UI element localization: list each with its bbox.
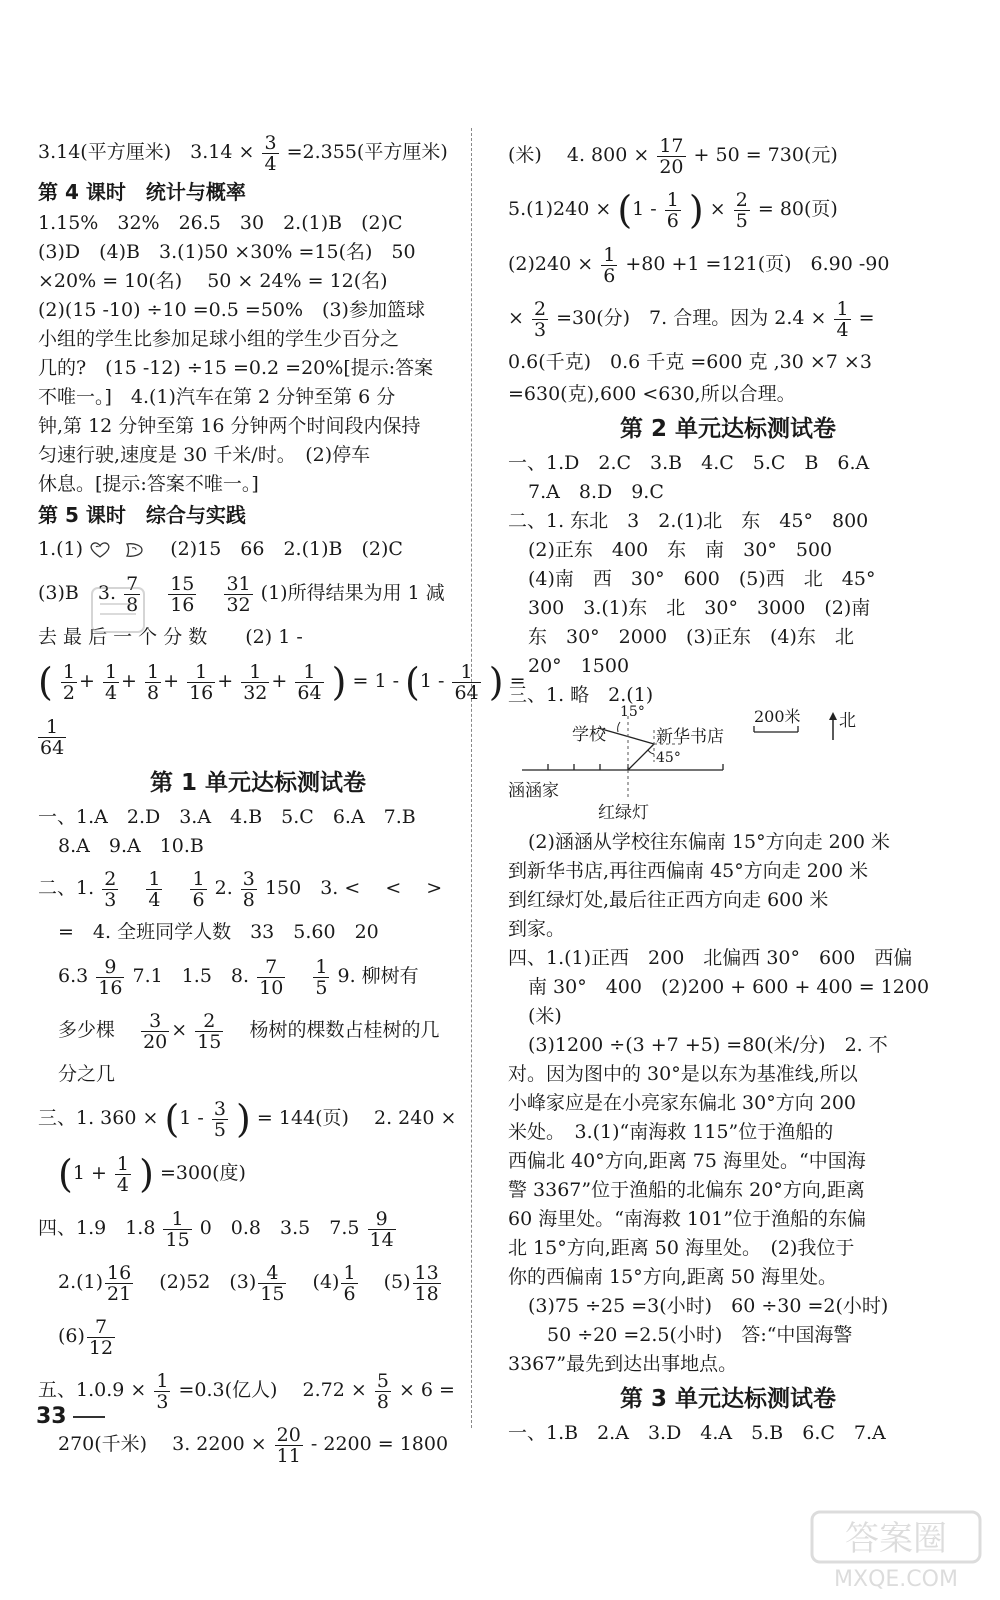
fraction: $\frac{1}{15}$: [165, 1207, 190, 1251]
section-heading-unit3: 第 3 单元达标测试卷: [619, 1386, 837, 1412]
text-line: 0.6(千克) 0.6 千克 =600 克 ,30 ×7 ×3: [508, 351, 872, 373]
fraction: $\frac{1}{32}$: [243, 660, 268, 704]
route-bookstore-light: [628, 744, 654, 770]
fraction: $\frac{9}{14}$: [369, 1207, 394, 1251]
text-line: (2)正东 400 东 南 30° 500: [528, 539, 833, 561]
fraction: $\frac{7}{8}$: [126, 572, 139, 616]
text-line: 四、1.9 1.8 $\frac{1}{15}$ 0 0.8 3.5 7.5 $\frac{9}{14}$: [38, 1207, 394, 1251]
section-heading-lesson4: 第 4 课时 统计与概率: [38, 180, 246, 204]
text-line: 1.15% 32% 26.5 30 2.(1)B (2)C: [38, 212, 403, 234]
text-line: 一、1.A 2.D 3.A 4.B 5.C 6.A 7.B: [38, 806, 416, 828]
fraction: $\frac{3}{5}$: [213, 1097, 226, 1141]
fraction: $\frac{7}{12}$: [88, 1315, 114, 1359]
text-line: 对。因为图中的 30°是以东为基准线,所以: [508, 1063, 858, 1085]
heart-icon: [89, 541, 111, 559]
text-line: ( $\frac{1}{2}$ + $\frac{1}{4}$ + $\frac{1}{8}$ + $\frac{1}{16}$ + $\frac{1}{32}$ + $\frac{1}{64}$ ) = 1 - (1 - $\frac{1}{64}$ ) =: [38, 660, 526, 704]
label-angle-45: 45°: [656, 750, 681, 766]
text-line: 60 海里处。“南海救 101”位于渔船的东偏: [508, 1208, 866, 1230]
fraction: $\frac{5}{8}$: [376, 1369, 389, 1413]
text-line: 二、1. 东北 3 2.(1)北 东 45° 800: [508, 510, 869, 532]
text-line: 三、1. 略 2.(1): [508, 684, 654, 706]
fraction: $\frac{2}{5}$: [735, 188, 748, 232]
fraction: $\frac{31}{32}$: [226, 572, 251, 616]
text-line: 50 ÷20 =2.5(小时) 答:“中国海警: [528, 1324, 853, 1346]
text-line: × $\frac{2}{3}$ =30(分) 7. 合理。因为 2.4 × $\frac{1}{4}$ =: [508, 297, 875, 341]
fraction: $\frac{1}{64}$: [454, 660, 479, 704]
fraction: $\frac{15}{16}$: [170, 572, 195, 616]
fraction: $\frac{9}{16}$: [98, 955, 123, 999]
text-line: (4)南 西 30° 600 (5)西 北 45°: [528, 568, 876, 590]
text-line: 多少棵 $\frac{3}{20}$ × $\frac{2}{15}$ 杨树的棵数占桂树的几: [58, 1009, 440, 1053]
watermark-logo: [808, 1506, 984, 1592]
label-north: 北: [839, 711, 856, 731]
fraction: $\frac{1}{4}$: [836, 297, 849, 341]
route-map: [508, 704, 948, 823]
text-line: 二、1. $\frac{2}{3}$ $\frac{1}{4}$ $\frac{1}{6}$ 2. $\frac{3}{8}$ 150 3. < < >: [38, 867, 443, 911]
fraction: $\frac{2}{3}$: [533, 297, 547, 341]
text-line: 270(千米) 3. 2200 × $\frac{20}{11}$ - 2200 = 1800: [58, 1423, 449, 1467]
text-line: [38, 709, 478, 763]
heart-tilted-icon: [123, 541, 145, 559]
text-line: (3)75 ÷25 =3(小时) 60 ÷30 =2(小时): [528, 1295, 889, 1317]
section-heading-unit1: 第 1 单元达标测试卷: [149, 770, 367, 796]
text-line: 8.A 9.A 10.B: [58, 835, 204, 857]
label-scale: 200米: [754, 707, 801, 726]
text-line: 不唯一。] 4.(1)汽车在第 2 分钟至第 6 分: [38, 386, 396, 408]
label-home: 涵涵家: [508, 781, 559, 801]
text-line: 四、1.(1)正西 200 北偏西 30° 600 西偏: [508, 947, 913, 969]
text-line: (3)D (4)B 3.(1)50 ×30% =15(名) 50: [38, 241, 416, 263]
text-line: ×20% = 10(名) 50 × 24% = 12(名): [38, 270, 388, 292]
text-line: 小峰家应是在小亮家东偏北 30°方向 200: [508, 1092, 857, 1114]
text-line: 钟,第 12 分钟至第 16 分钟两个时间段内保持: [38, 415, 421, 437]
fraction: $\frac{2}{3}$: [104, 867, 117, 911]
text-line: 到红绿灯处,最后往正西方向走 600 米: [508, 889, 829, 911]
label-angle-15: 15°: [620, 704, 645, 720]
text-line: 2.(1) $\frac{16}{21}$ (2)52 (3) $\frac{4}{15}$ (4) $\frac{1}{6}$ (5) $\frac{13}{18}$: [58, 1261, 439, 1305]
text-line: 北 15°方向,距离 50 海里处。 (2)我位于: [508, 1237, 855, 1259]
page-number: 33: [36, 1404, 105, 1429]
text-line: 匀速行驶,速度是 30 千米/时。 (2)停车: [38, 444, 371, 466]
text-line: (6) $\frac{7}{12}$: [58, 1315, 114, 1359]
text-line: 1.(1) (2)15 66 2.(1)B (2)C: [38, 538, 403, 560]
fraction: $\frac{17}{20}$: [659, 134, 684, 178]
label-bookstore: 新华书店: [656, 727, 724, 747]
text-line: 警 3367”位于渔船的北偏东 20°方向,距离: [508, 1179, 865, 1201]
fraction: $\frac{1}{64}$: [40, 715, 65, 759]
text-line: 南 30° 400 (2)200 + 600 + 400 = 1200: [528, 976, 930, 998]
fraction: $\frac{1}{3}$: [156, 1369, 169, 1413]
text-line: = 4. 全班同学人数 33 5.60 20: [58, 921, 379, 943]
fraction: $\frac{1}{6}$: [192, 867, 205, 911]
fraction: $\frac{3}{8}$: [242, 867, 255, 911]
text-line: 到家。: [508, 918, 566, 940]
label-school: 学校: [572, 725, 606, 745]
svg-text:MXQE.COM: MXQE.COM: [834, 1567, 958, 1592]
fraction: $\frac{3}{4}$: [264, 131, 277, 175]
fraction: $\frac{1}{2}$: [62, 660, 75, 704]
text-line: (米) 4. 800 × $\frac{17}{20}$ + 50 = 730(元): [508, 134, 838, 178]
text-line: 东 30° 2000 (3)正东 (4)东 北: [528, 626, 854, 648]
text-line: 6.3 $\frac{9}{16}$ 7.1 1.5 8. $\frac{7}{10}$ $\frac{1}{5}$ 9. 柳树有: [58, 955, 419, 999]
fraction: $\frac{1}{16}$: [189, 660, 214, 704]
text-line: 到新华书店,再往西偏南 45°方向走 200 米: [508, 860, 869, 882]
fraction: $\frac{1}{8}$: [147, 660, 160, 704]
fraction: $\frac{2}{15}$: [197, 1009, 222, 1053]
fraction: $\frac{13}{18}$: [414, 1261, 439, 1305]
fraction: $\frac{1}{6}$: [603, 243, 616, 287]
text-line: 小组的学生比参加足球小组的学生少百分之: [38, 328, 400, 350]
text-line: (2)(15 -10) ÷10 =0.5 =50% (3)参加篮球: [38, 299, 425, 321]
section-heading-unit2: 第 2 单元达标测试卷: [619, 416, 837, 442]
text-line: 5.(1)240 × (1 - $\frac{1}{6}$ ) × $\frac{2}{5}$ = 80(页): [508, 188, 838, 232]
text-line: (3)B 3. $\frac{7}{8}$ $\frac{15}{16}$ $\frac{31}{32}$ (1)所得结果为用 1 减: [38, 572, 445, 616]
text-line: 300 3.(1)东 北 30° 3000 (2)南: [528, 597, 871, 619]
text-line: 3.14(平方厘米) 3.14 × $\frac{3}{4}$ =2.355(平方厘米): [38, 131, 448, 175]
text-line: 三、1. 360 × (1 - $\frac{3}{5}$ ) = 144(页) 2. 240 ×: [38, 1097, 457, 1141]
fraction: $\frac{3}{20}$: [143, 1009, 168, 1053]
text-line: 20° 1500: [528, 655, 630, 677]
fraction: $\frac{1}{4}$: [104, 660, 118, 704]
text-line: 米处。 3.(1)“南海救 115”位于渔船的: [508, 1121, 834, 1143]
fraction: $\frac{1}{4}$: [116, 1152, 130, 1196]
text-line: (2)涵涵从学校往东偏南 15°方向走 200 米: [528, 831, 890, 853]
text-line: 7.A 8.D 9.C: [528, 481, 664, 503]
fraction: $\frac{16}{21}$: [107, 1261, 132, 1305]
text-line: (1 + $\frac{1}{4}$ ) =300(度): [58, 1152, 246, 1196]
section-heading-lesson5: 第 5 课时 综合与实践: [38, 503, 246, 527]
text-line: (米): [528, 1005, 562, 1027]
fraction: $\frac{1}{4}$: [148, 867, 161, 911]
text-line: 去 最 后 一 个 分 数 (2) 1 -: [38, 626, 303, 648]
text-line: 五、1.0.9 × $\frac{1}{3}$ =0.3(亿人) 2.72 × $\frac{5}{8}$ × 6 =: [38, 1369, 455, 1413]
text-line: 你的西偏南 15°方向,距离 50 海里处。: [508, 1266, 838, 1288]
label-traffic-light: 红绿灯: [598, 803, 649, 823]
fraction: $\frac{7}{10}$: [259, 955, 284, 999]
route-school-bookstore: [598, 728, 654, 744]
right-column: [508, 128, 948, 1448]
stamp-icon: [86, 580, 150, 640]
text-line: 一、1.D 2.C 3.B 4.C 5.C B 6.A: [508, 452, 870, 474]
text-line: 西偏北 40°方向,距离 75 海里处。“中国海: [508, 1150, 866, 1172]
fraction: $\frac{1}{5}$: [315, 955, 328, 999]
text-line: 分之几: [58, 1063, 116, 1085]
left-column: [38, 128, 526, 1471]
text-line: (2)240 × $\frac{1}{6}$ +80 +1 =121(页) 6.90 -90: [508, 243, 890, 287]
text-line: (3)1200 ÷(3 +7 +5) =80(米/分) 2. 不: [528, 1034, 888, 1056]
fraction: $\frac{1}{64}$: [297, 660, 322, 704]
text-line: =630(克),600 <630,所以合理。: [508, 383, 796, 405]
text-line: 休息。[提示:答案不唯一。]: [38, 473, 259, 495]
text-line: 几的? (15 -12) ÷15 =0.2 =20%[提示:答案: [38, 357, 434, 379]
fraction: $\frac{4}{15}$: [260, 1261, 285, 1305]
text-line: 3367”最先到达出事地点。: [508, 1353, 738, 1375]
svg-text:答案圈: 答案圈: [845, 1519, 947, 1559]
fraction: $\frac{1}{6}$: [343, 1261, 356, 1305]
text-line: 一、1.B 2.A 3.D 4.A 5.B 6.C 7.A: [508, 1422, 886, 1444]
fraction: $\frac{1}{6}$: [666, 188, 679, 232]
fraction: $\frac{20}{11}$: [276, 1423, 301, 1467]
